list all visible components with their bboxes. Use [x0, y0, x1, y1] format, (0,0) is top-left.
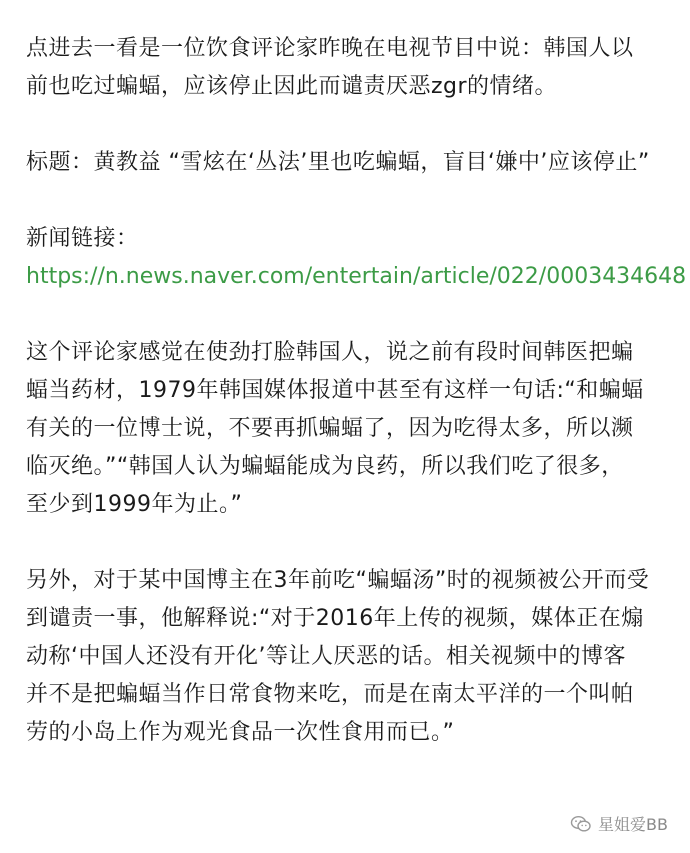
article-body — [26, 30, 687, 790]
news-link[interactable]: https://n.news.naver.com/entertain/article/022/0003434648 — [26, 264, 687, 289]
paragraph-blogger — [26, 562, 676, 752]
watermark-text: 星姐爱BB — [598, 815, 668, 834]
text-line: 点进去一看是一位饮食评论家昨晚在电视节目中说：韩国人以 — [26, 36, 634, 61]
paragraph-intro — [26, 30, 676, 106]
paragraph-critic — [26, 334, 676, 524]
text-line: 临灭绝。”“韩国人认为蝙蝠能成为良药，所以我们吃了很多， — [26, 454, 624, 479]
text-line: 到谴责一事，他解释说:“对于2016年上传的视频，媒体正在煽 — [26, 606, 644, 631]
text-line: 并不是把蝙蝠当作日常食物来吃，而是在南太平洋的一个叫帕 — [26, 682, 634, 707]
watermark — [570, 812, 668, 835]
paragraph-title — [26, 144, 676, 182]
text-line: 这个评论家感觉在使劲打脸韩国人，说之前有段时间韩医把蝙 — [26, 340, 634, 365]
wechat-icon — [570, 815, 592, 833]
text-line: 另外，对于某中国博主在3年前吃“蝙蝠汤”时的视频被公开而受 — [26, 568, 650, 593]
text-line: 前也吃过蝙蝠，应该停止因此而谴责厌恶zgr的情绪。 — [26, 74, 558, 99]
text-line: 动称‘中国人还没有开化’等让人厌恶的话。相关视频中的博客 — [26, 644, 626, 669]
news-link-label: 新闻链接： — [26, 226, 139, 251]
text-line: 标题：黄教益 “雪炫在‘丛法’里也吃蝙蝠，盲目‘嫌中’应该停止” — [26, 150, 650, 175]
text-line: 蝠当药材，1979年韩国媒体报道中甚至有这样一句话:“和蝙蝠 — [26, 378, 644, 403]
text-line: 至少到1999年为止。” — [26, 492, 243, 517]
text-line: 劳的小岛上作为观光食品一次性食用而已。” — [26, 720, 455, 745]
text-line: 有关的一位博士说，不要再抓蝙蝠了，因为吃得太多，所以濒 — [26, 416, 634, 441]
paragraph-news-link — [26, 220, 687, 296]
